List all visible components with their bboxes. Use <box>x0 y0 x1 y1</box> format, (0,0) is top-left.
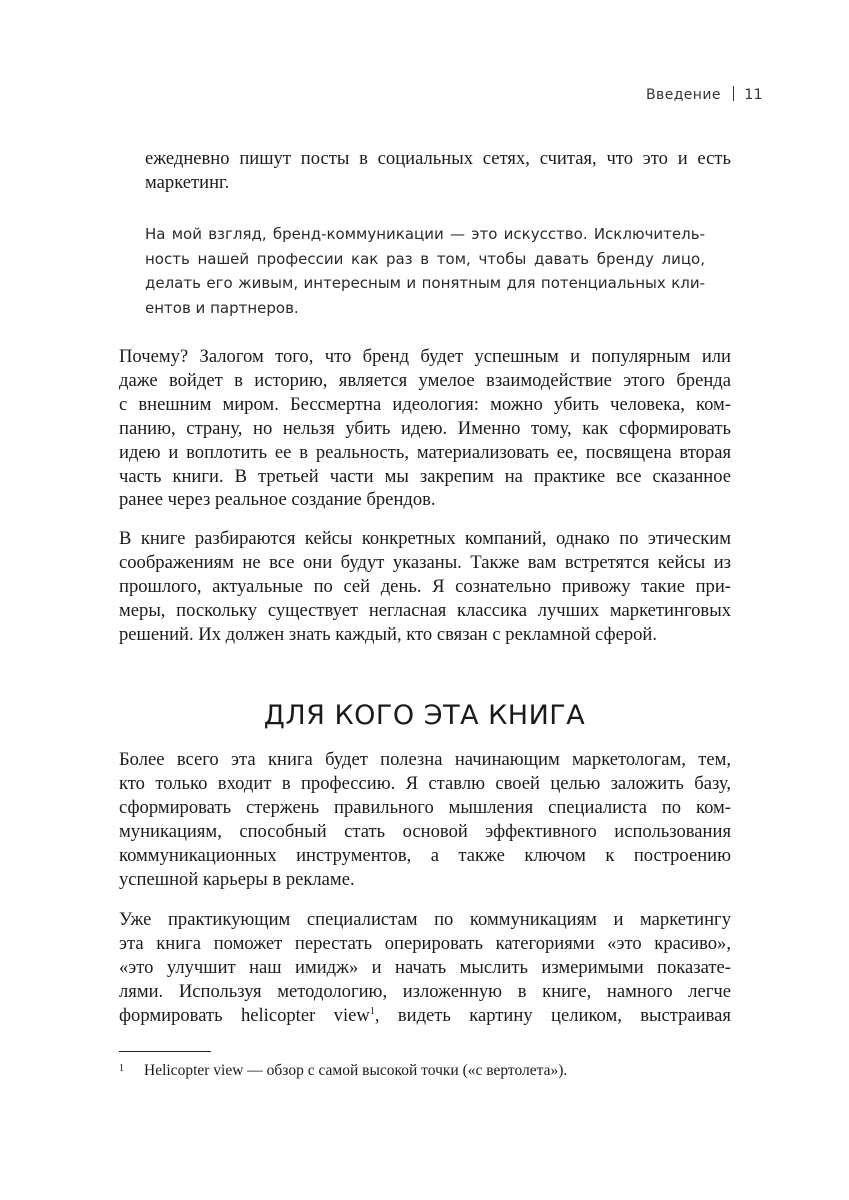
footnote-number: 1 <box>119 1063 124 1074</box>
quote-block <box>145 222 705 320</box>
text-line: меры, поскольку существует негласная классика лучших маркетинговых <box>119 599 731 621</box>
running-head-separator <box>733 86 735 101</box>
text-line: Уже практикующим специалистам по коммуникациям и маркетингу <box>119 909 731 930</box>
footnote-text: Helicopter view — обзор с самой высокой точки («с вертолета»). <box>144 1062 568 1079</box>
text-line: соображениям не все они будут указаны. Также вам встретятся кейсы из <box>119 551 731 573</box>
quote-line: ентов и партнеров. <box>145 298 299 317</box>
text-fragment: , видеть картину целиком, выстраивая <box>374 1004 731 1026</box>
text-line: ежедневно пишут посты в социальных сетях, считая, что это и есть <box>145 148 731 169</box>
paragraph-why <box>119 345 731 512</box>
text-line: ранее через реальное создание брендов. <box>119 489 436 511</box>
text-line: панию, страну, но нельзя убить идею. Именно тому, как сформировать <box>119 417 731 439</box>
quote-line: На мой взгляд, бренд-коммуникации — это искусство. Исключитель- <box>145 225 705 243</box>
paragraph-audience <box>119 748 731 891</box>
text-line-with-footnote-ref <box>119 1004 731 1028</box>
text-line: решений. Их должен знать каждый, кто связан с рекламной сферой. <box>119 623 658 645</box>
quote-line: ность нашей профессии как раз в том, чтобы давать бренду лицо, <box>145 249 705 268</box>
text-line: кто только входит в профессию. Я ставлю своей целью заложить базу, <box>119 772 731 794</box>
text-line: Почему? Залогом того, что бренд будет успешным и популярным или <box>119 346 731 367</box>
footnote-divider <box>119 1051 211 1052</box>
page-number: 11 <box>744 87 763 103</box>
quote-line: делать его живым, интересным и понятным для потенциальных кли- <box>145 274 705 292</box>
continuation-paragraph <box>145 147 731 195</box>
text-line: «это улучшит наш имидж» и начать мыслить измеримыми показате- <box>119 956 731 978</box>
running-head <box>646 86 763 103</box>
text-line: успешной карьеры в рекламе. <box>119 868 355 890</box>
text-line: коммуникационных инструментов, а также ключом к построению <box>119 844 731 866</box>
text-line: Более всего эта книга будет полезна начинающим маркетологам, тем, <box>119 749 731 770</box>
text-line: В книге разбираются кейсы конкретных компаний, однако по этическим <box>119 528 731 549</box>
text-line: лями. Используя методологию, изложенную в книге, намного легче <box>119 980 731 1002</box>
footnote <box>119 1059 731 1081</box>
text-line: часть книги. В третьей части мы закрепим на практике все сказанное <box>119 465 731 487</box>
paragraph-practitioners <box>119 908 731 1028</box>
running-head-section: Введение <box>646 87 721 103</box>
section-heading: ДЛЯ КОГО ЭТА КНИГА <box>263 700 586 731</box>
text-line: прошлого, актуальные по сей день. Я сознательно привожу такие при- <box>119 575 731 597</box>
text-line: идею и воплотить ее в реальность, материализовать ее, посвящена вторая <box>119 441 731 463</box>
text-line: эта книга поможет перестать оперировать категориями «это красиво», <box>119 932 731 954</box>
paragraph-cases <box>119 527 731 647</box>
text-line: маркетинг. <box>145 171 230 193</box>
text-fragment: формировать helicopter view <box>119 1004 370 1026</box>
text-line: с внешним миром. Бессмертна идеология: можно убить человека, ком- <box>119 393 731 415</box>
text-line: даже войдет в историю, является умелое взаимодействие этого бренда <box>119 369 731 391</box>
footnote-reference[interactable]: 1 <box>369 1005 375 1017</box>
text-line: муникациям, способный стать основой эффективного использования <box>119 820 731 842</box>
text-line: сформировать стержень правильного мышления специалиста по ком- <box>119 796 731 818</box>
